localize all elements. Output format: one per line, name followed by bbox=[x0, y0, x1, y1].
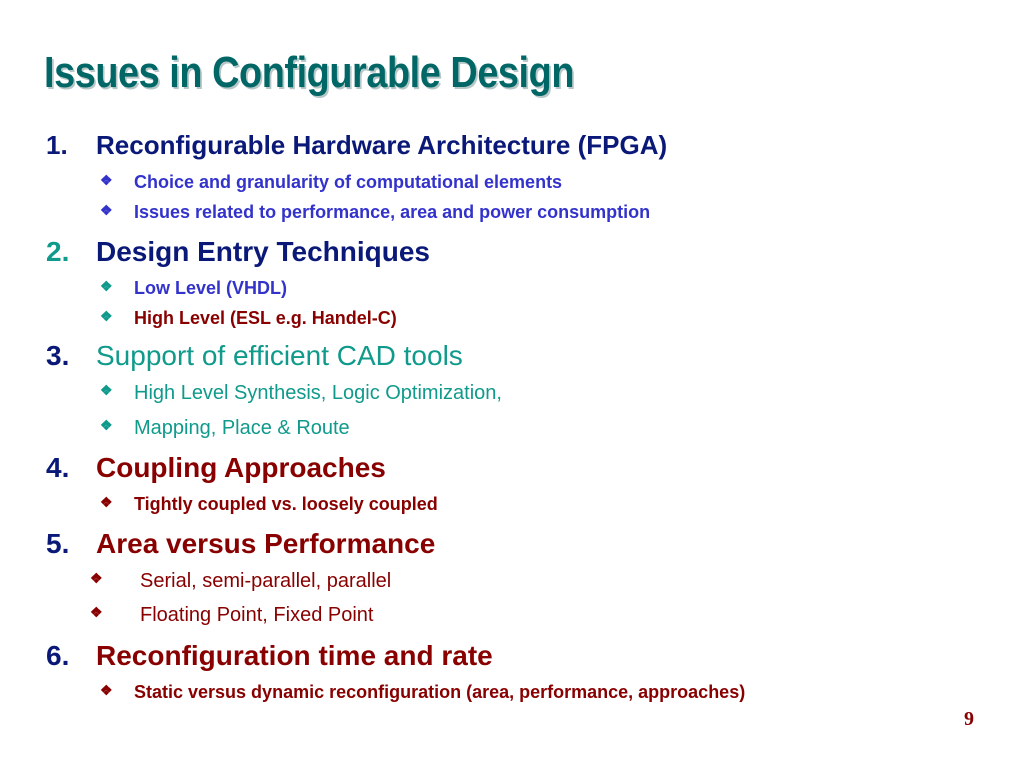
diamond-bullet-icon: ❖ bbox=[100, 172, 113, 188]
sub-item-text: High Level (ESL e.g. Handel-C) bbox=[134, 308, 397, 328]
sub-item-text: Floating Point, Fixed Point bbox=[140, 604, 374, 626]
diamond-bullet-icon: ❖ bbox=[100, 417, 113, 433]
page-number: 9 bbox=[964, 708, 974, 730]
diamond-bullet-icon: ❖ bbox=[100, 682, 113, 698]
item-number: 1. bbox=[46, 130, 68, 160]
slide-title: Issues in Configurable Design bbox=[44, 48, 575, 97]
item-heading: Area versus Performance bbox=[96, 528, 436, 559]
diamond-bullet-icon: ❖ bbox=[90, 570, 103, 586]
sub-item-text: Tightly coupled vs. loosely coupled bbox=[134, 494, 438, 514]
diamond-bullet-icon: ❖ bbox=[100, 202, 113, 218]
diamond-bullet-icon: ❖ bbox=[90, 604, 103, 620]
diamond-bullet-icon: ❖ bbox=[100, 494, 113, 510]
sub-item-text: Mapping, Place & Route bbox=[134, 417, 350, 439]
item-heading: Design Entry Techniques bbox=[96, 236, 430, 267]
sub-item-text: Choice and granularity of computational elements bbox=[134, 172, 563, 192]
item-number: 2. bbox=[46, 236, 70, 267]
item-heading: Reconfigurable Hardware Architecture (FPGA) bbox=[96, 130, 668, 160]
sub-item-text: High Level Synthesis, Logic Optimization, bbox=[134, 382, 502, 404]
item-heading: Coupling Approaches bbox=[96, 452, 386, 483]
sub-item-text: Static versus dynamic reconfiguration (area, performance, approaches) bbox=[134, 682, 746, 702]
diamond-bullet-icon: ❖ bbox=[100, 278, 113, 294]
diamond-bullet-icon: ❖ bbox=[100, 382, 113, 398]
item-heading: Reconfiguration time and rate bbox=[96, 640, 493, 671]
item-number: 3. bbox=[46, 340, 70, 371]
sub-item-text: Low Level (VHDL) bbox=[134, 278, 288, 298]
diamond-bullet-icon: ❖ bbox=[100, 308, 113, 324]
item-number: 5. bbox=[46, 528, 70, 559]
item-heading: Support of efficient CAD tools bbox=[96, 340, 463, 371]
item-number: 4. bbox=[46, 452, 70, 483]
item-number: 6. bbox=[46, 640, 70, 671]
sub-item-text: Serial, semi-parallel, parallel bbox=[140, 570, 392, 592]
sub-item-text: Issues related to performance, area and power consumption bbox=[134, 202, 651, 222]
